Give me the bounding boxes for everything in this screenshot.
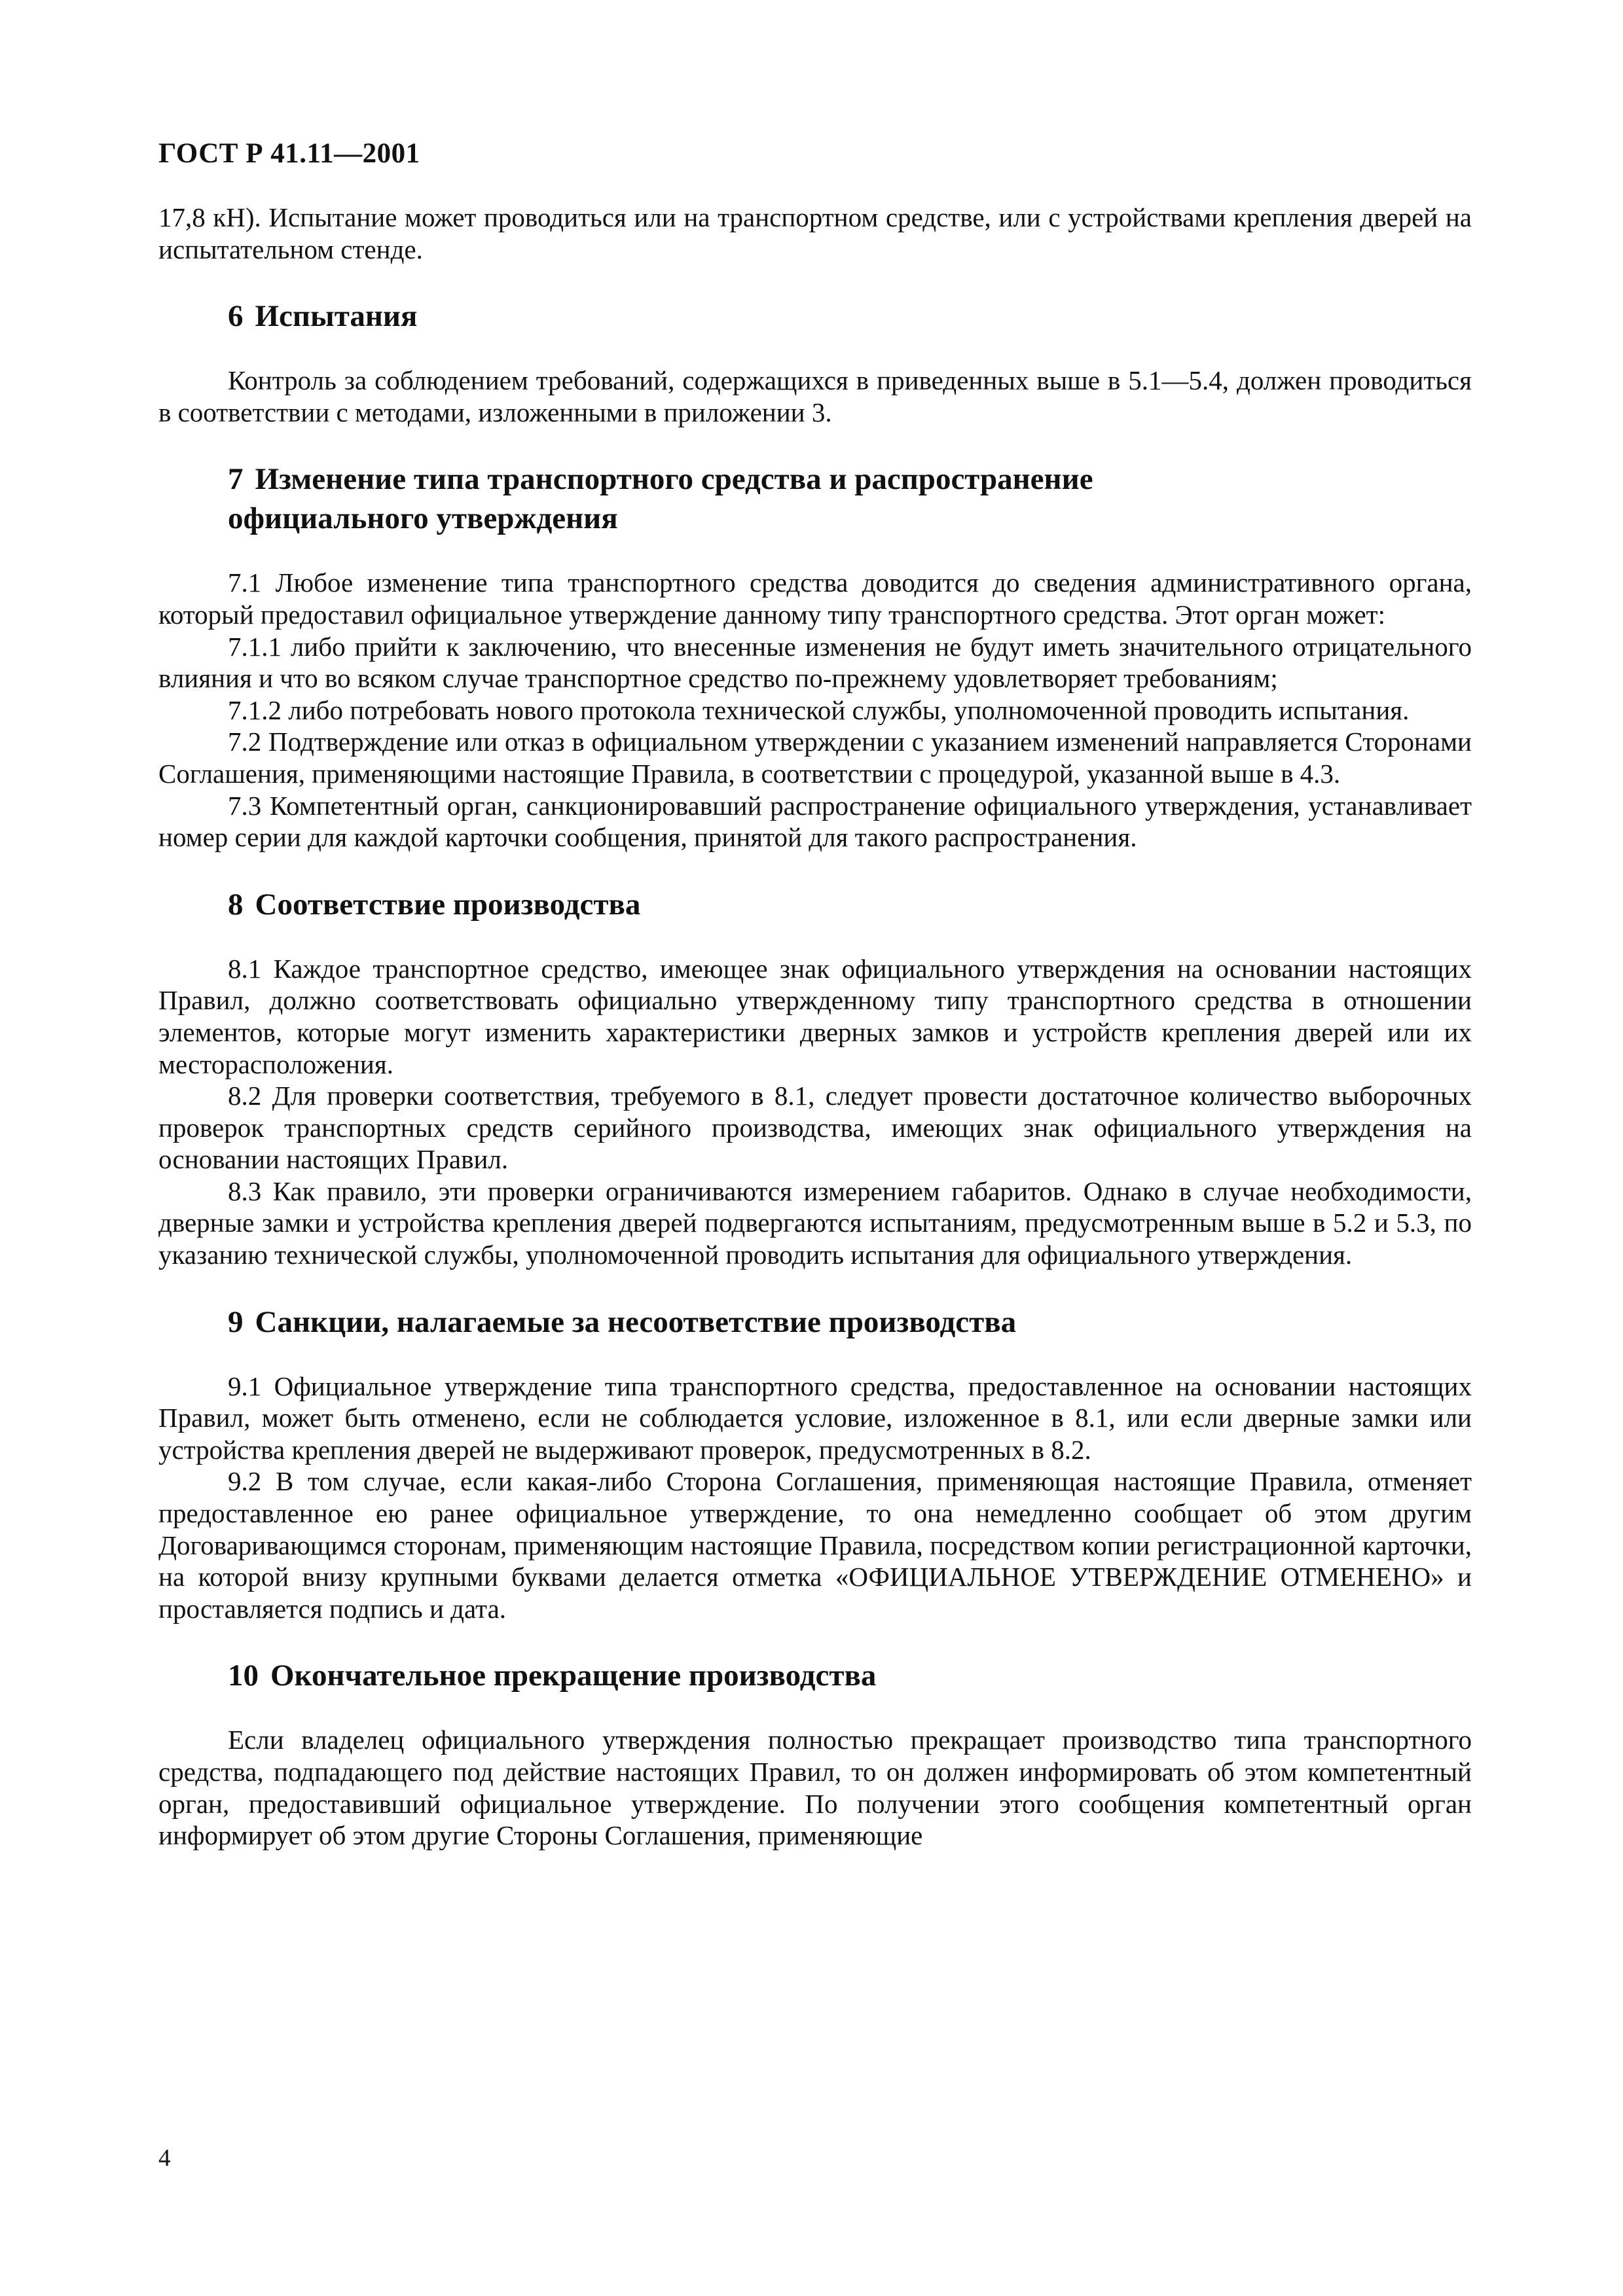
section-heading xyxy=(158,885,1472,924)
section-heading xyxy=(158,459,1472,538)
paragraph: 7.3 Компетентный орган, санкционировавший распространение официального утверждения, устанавливает номер серии для каждой карточки сообщения, принятой для такого распространения. xyxy=(158,790,1472,853)
section-heading xyxy=(158,1302,1472,1342)
section-title: Соответствие производства xyxy=(255,887,641,922)
section-title: Испытания xyxy=(255,299,418,334)
section-title-line xyxy=(228,459,1472,499)
section-heading xyxy=(158,1656,1472,1695)
paragraph: 7.2 Подтверждение или отказ в официальном утверждении с указанием изменений направляется Сторонами Соглашения, применяющими настоящие Правила, в соответствии с процедурой, указанной выше в 4.3. xyxy=(158,726,1472,789)
paragraph: 7.1.2 либо потребовать нового протокола технической службы, уполномоченной проводить испытания. xyxy=(228,694,1410,725)
section-number: 6 xyxy=(228,299,244,334)
section-title: Санкции, налагаемые за несоответствие производства xyxy=(255,1304,1017,1339)
document-header: ГОСТ Р 41.11—2001 xyxy=(158,138,420,169)
section-title-line xyxy=(228,296,1472,336)
section-number: 9 xyxy=(228,1304,244,1339)
paragraph: 8.3 Как правило, эти проверки ограничиваются измерением габаритов. Однако в случае необходимости, дверные замки и устройства крепления дверей подвергаются испытаниям, предусмотренным выше в 5.2 и 5.3, по указанию технической службы, уполномоченной проводить испытания для официального утверждения. xyxy=(158,1175,1472,1270)
section-title: Окончательное прекращение производства xyxy=(270,1659,877,1693)
section-body xyxy=(158,365,1472,428)
paragraph: 7.1.1 либо прийти к заключению, что внесенные изменения не будут иметь значительного отрицательного влияния и что во всяком случае транспортное средство по-прежнему удовлетворяет требованиям; xyxy=(158,631,1472,694)
intro-paragraph: 17,8 кН). Испытание может проводиться или на транспортном средстве, или с устройствами крепления дверей на испытательном стенде. xyxy=(158,202,1472,264)
section-7 xyxy=(158,459,1472,853)
paragraph: 8.2 Для проверки соответствия, требуемого в 8.1, следует провести достаточное количество выборочных проверок транспортных средств серийного производства, имеющих знак официального утверждения на основании настоящих Правил. xyxy=(158,1081,1472,1175)
section-title: Изменение типа транспортного средства и распространение xyxy=(255,462,1093,497)
section-6 xyxy=(158,296,1472,428)
section-heading xyxy=(158,296,1472,336)
page-content xyxy=(158,136,1472,1852)
section-number: 10 xyxy=(228,1659,259,1693)
paragraph: Контроль за соблюдением требований, содержащихся в приведенных выше в 5.1—5.4, должен проводиться в соответствии с методами, изложенными в приложении 3. xyxy=(158,365,1472,427)
paragraph: Если владелец официального утверждения полностью прекращает производство типа транспортного средства, подпадающего под действие настоящих Правил, то он должен информировать об этом компетентный орган, предоставивший официальное утверждение. По получении этого сообщения компетентный орган информирует об этом другие Стороны Соглашения, применяющие xyxy=(158,1725,1472,1851)
paragraph: 9.2 В том случае, если какая-либо Сторона Соглашения, применяющая настоящие Правила, отменяет предоставленное ею ранее официальное утверждение, то она немедленно сообщает об этом другим Договаривающимся сторонам, применяющим настоящие Правила, посредством копии регистрационной карточки, на которой внизу крупными буквами делается отметка «ОФИЦИАЛЬНОЕ УТВЕРЖДЕНИЕ ОТМЕНЕНО» и проставляется подпись и дата. xyxy=(158,1466,1472,1624)
paragraph: 9.1 Официальное утверждение типа транспортного средства, предоставленное на основании настоящих Правил, может быть отменено, если не соблюдается условие, изложенное в 8.1, или если дверные замки или устройства крепления дверей не выдерживают проверок, предусмотренных в 8.2. xyxy=(158,1371,1472,1465)
section-title-line xyxy=(228,1302,1472,1342)
section-8 xyxy=(158,885,1472,1271)
section-title-line xyxy=(228,1656,1472,1695)
section-10 xyxy=(158,1656,1472,1851)
paragraph: 7.1 Любое изменение типа транспортного средства доводится до сведения административного органа, который предоставил официальное утверждение данному типу транспортного средства. Этот орган может: xyxy=(158,567,1472,630)
paragraph: 8.1 Каждое транспортное средство, имеющее знак официального утверждения на основании настоящих Правил, должно соответствовать официально утвержденному типу транспортного средства в отношении элементов, которые могут изменить характеристики дверных замков и устройств крепления дверей или их месторасположения. xyxy=(158,953,1472,1079)
section-body xyxy=(158,567,1472,853)
section-number: 7 xyxy=(228,462,244,497)
section-title-line xyxy=(228,885,1472,924)
section-number: 8 xyxy=(228,887,244,922)
section-body xyxy=(158,1724,1472,1851)
section-body xyxy=(158,953,1472,1271)
page-number: 4 xyxy=(158,2145,171,2172)
section-body xyxy=(158,1371,1472,1625)
section-9 xyxy=(158,1302,1472,1625)
section-title-line-2: официального утверждения xyxy=(228,501,618,536)
